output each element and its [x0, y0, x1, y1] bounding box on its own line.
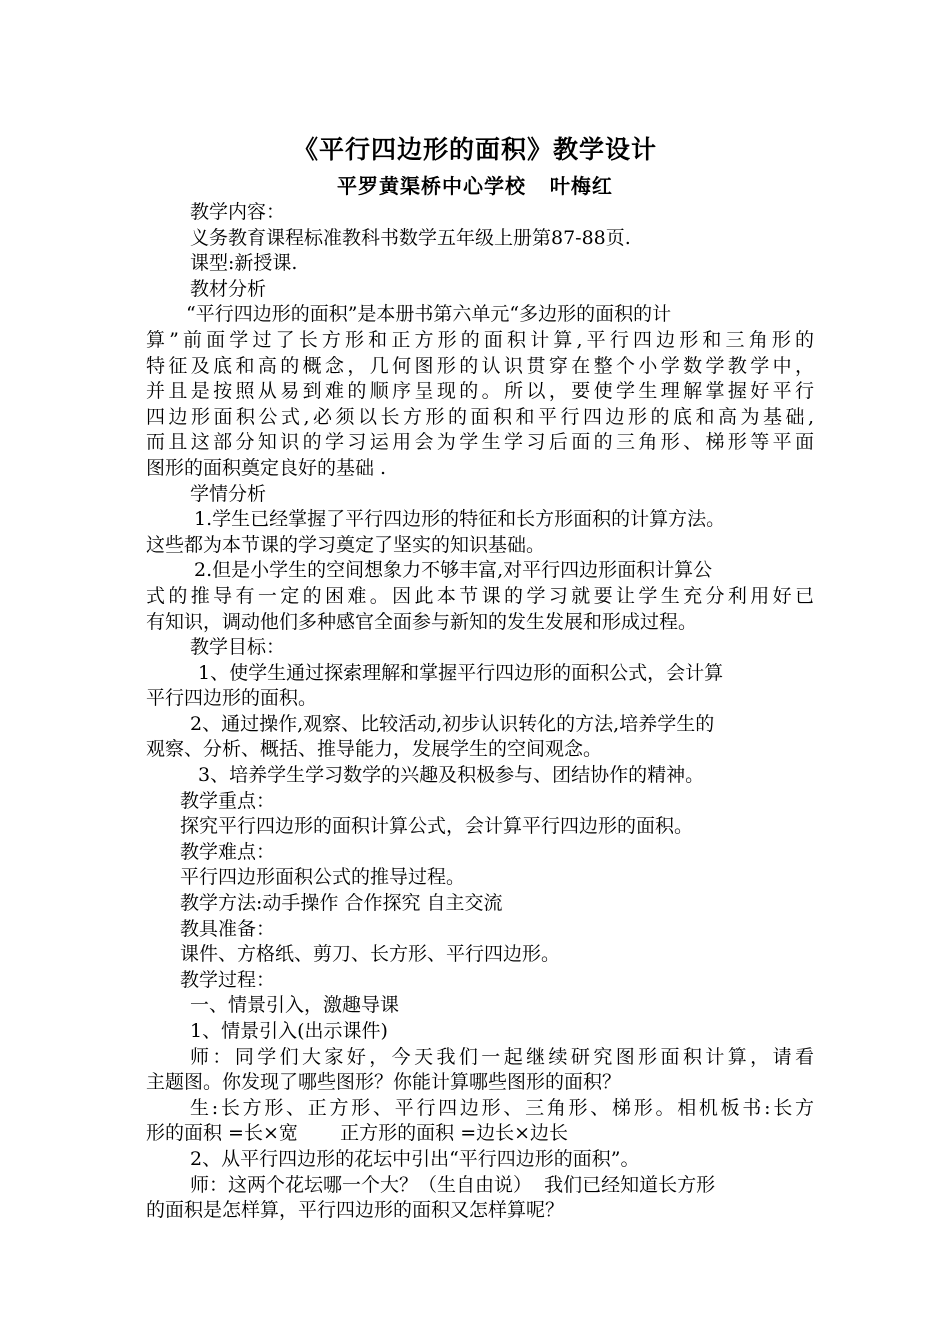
- section-heading: 教材分析: [190, 277, 267, 300]
- text-line: 的面积是怎样算，平行四边形的面积又怎样算呢？: [146, 1199, 565, 1222]
- section-heading: 教学难点：: [180, 840, 276, 863]
- section-heading: 教具准备：: [180, 917, 276, 940]
- text-line: 义务教育课程标准教科书数学五年级上册第87-88页.: [190, 226, 631, 249]
- text-line: 平行四边形的面积。: [146, 687, 318, 710]
- text-line: 一、情景引入，激趣导课: [190, 994, 400, 1017]
- text-line: 图形的面积奠定良好的基础 .: [146, 456, 387, 479]
- text-line: 而且这部分知识的学习运用会为学生学习后面的三角形、梯形等平面: [146, 431, 814, 454]
- text-line: 教学方法:动手操作 合作探究 自主交流: [180, 892, 503, 915]
- text-line: 生:长方形、正方形、平行四边形、三角形、梯形。相机板书:长方: [190, 1096, 814, 1119]
- text-line: 四边形面积公式,必须以长方形的面积和平行四边形的底和高为基础,: [146, 405, 814, 428]
- text-line: 3、培养学生学习数学的兴趣及积极参与、团结协作的精神。: [198, 764, 705, 787]
- text-line: 特征及底和高的概念，几何图形的认识贯穿在整个小学数学教学中，: [146, 354, 814, 377]
- text-line: 1.学生已经掌握了平行四边形的特征和长方形面积的计算方法。: [194, 508, 726, 531]
- text-line: 2、通过操作,观察、比较活动,初步认识转化的方法,培养学生的: [190, 712, 715, 735]
- text-line: 课型:新授课.: [190, 252, 298, 275]
- text-line: 课件、方格纸、剪刀、长方形、平行四边形。: [180, 943, 561, 966]
- section-heading: 学情分析: [190, 482, 267, 505]
- text-line: 平行四边形面积公式的推导过程。: [180, 866, 466, 889]
- text-line: 算”前面学过了长方形和正方形的面积计算,平行四边形和三角形的: [146, 328, 814, 351]
- text-line: 主题图。你发现了哪些图形？你能计算哪些图形的面积？: [146, 1071, 622, 1094]
- text-line: 观察、分析、概括、推导能力，发展学生的空间观念。: [146, 738, 603, 761]
- text-line: 师：同学们大家好，今天我们一起继续研究图形面积计算，请看: [190, 1045, 814, 1068]
- text-line: 有知识，调动他们多种感官全面参与新知的发生发展和形成过程。: [146, 610, 698, 633]
- section-heading: 教学过程：: [180, 968, 276, 991]
- section-heading: 教学重点：: [180, 789, 276, 812]
- text-line: “平行四边形的面积”是本册书第六单元“多边形的面积的计: [186, 303, 672, 326]
- text-line: 并且是按照从易到难的顺序呈现的。所以，要使学生理解掌握好平行: [146, 380, 814, 403]
- text-line: 式的推导有一定的困难。因此本节课的学习就要让学生充分利用好已: [146, 584, 814, 607]
- text-line: 师：这两个花坛哪一个大？（生自由说） 我们已经知道长方形: [190, 1173, 716, 1196]
- text-line: 1、使学生通过探索理解和掌握平行四边形的面积公式，会计算: [198, 661, 724, 684]
- document-title: 《平行四边形的面积》教学设计: [292, 135, 657, 164]
- author-line: 平罗黄渠桥中心学校 叶梅红: [337, 174, 613, 198]
- document-body: [146, 200, 814, 1224]
- text-line: 形的面积 =长×宽 正方形的面积 =边长×边长: [146, 1122, 569, 1145]
- text-line: 1、情景引入(出示课件): [190, 1020, 388, 1042]
- section-heading: 教学内容：: [190, 201, 286, 223]
- text-line: 探究平行四边形的面积计算公式，会计算平行四边形的面积。: [180, 815, 694, 838]
- text-line: 2.但是小学生的空间想象力不够丰富,对平行四边形面积计算公: [194, 559, 713, 582]
- section-heading: 教学目标：: [190, 636, 286, 659]
- text-line: 这些都为本节课的学习奠定了坚实的知识基础。: [146, 533, 546, 556]
- text-line: 2、从平行四边形的花坛中引出“平行四边形的面积”。: [190, 1147, 640, 1170]
